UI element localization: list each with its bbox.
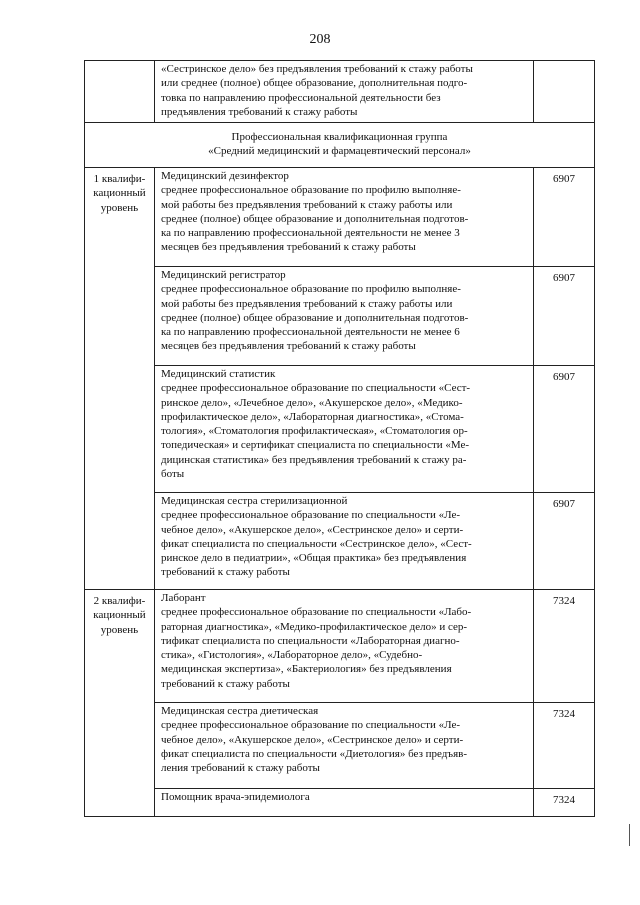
- level-label-line: 1 квалифи-: [93, 173, 146, 185]
- requirement-line: месяцев без предъявления требований к стажу работы: [161, 340, 416, 353]
- requirement-line: боты: [161, 468, 185, 481]
- position-description: [155, 590, 534, 703]
- page-number: 208: [309, 32, 331, 47]
- requirement-line: требований к стажу работы: [161, 566, 290, 579]
- requirement-line: топедическая» и сертификат специалиста по специальности «Ме-: [161, 439, 470, 452]
- salary-value: 6907: [534, 366, 595, 493]
- salary-value: 6907: [534, 168, 595, 267]
- position-title: Медицинский статистик: [161, 368, 276, 380]
- text-line: товка по направлению профессиональной деятельности без: [161, 91, 441, 104]
- group-header-line: «Средний медицинский и фармацевтический персонал»: [208, 145, 471, 158]
- level-label-line: кационный: [93, 609, 146, 622]
- requirement-line: ринское дело в педиатрии», «Общая практика» без предъявления: [161, 552, 467, 565]
- requirement-line: месяцев без предъявления требований к стажу работы: [161, 241, 416, 254]
- level-label-line: уровень: [100, 201, 139, 214]
- requirement-line: среднее профессиональное образование по профилю выполняе-: [161, 184, 461, 197]
- position-title: Медицинский дезинфектор: [161, 170, 289, 182]
- requirement-line: ления требований к стажу работы: [161, 762, 320, 775]
- requirement-line: медицинская экспертиза», «Бактериология» без предъявления: [161, 663, 452, 676]
- table-row: [85, 590, 595, 703]
- requirement-line: дицинская статистика» без предъявления требований к стажу ра-: [161, 453, 467, 466]
- table-row: [85, 493, 595, 590]
- requirement-line: среднее (полное) общее образование и дополнительная подготов-: [161, 212, 469, 225]
- level-label-line: кационный: [93, 187, 146, 200]
- continuation-text: [155, 61, 534, 123]
- salary-cell-empty: [534, 61, 595, 123]
- group-header: [85, 123, 595, 168]
- requirement-line: фикат специалиста по специальности «Сестринское дело», «Сест-: [161, 537, 472, 550]
- position-description: [155, 366, 534, 493]
- requirement-line: среднее профессиональное образование по специальности «Сест-: [161, 382, 471, 395]
- position-title: Лаборант: [161, 592, 206, 604]
- requirement-line: среднее профессиональное образование по профилю выполняе-: [161, 283, 461, 296]
- position-description: [155, 267, 534, 366]
- position-description: [155, 493, 534, 590]
- level-label-line: 2 квалифи-: [93, 595, 146, 607]
- requirement-line: мой работы без предъявления требований к стажу работы или: [161, 297, 453, 310]
- requirement-line: ка по направлению профессиональной деятельности не менее 6: [161, 326, 460, 339]
- requirement-line: чебное дело», «Акушерское дело», «Сестринское дело» и серти-: [161, 523, 464, 536]
- position-description: [155, 789, 534, 817]
- level-label-line: уровень: [100, 623, 139, 636]
- salary-value: 7324: [534, 590, 595, 703]
- requirement-line: профилактическое дело», «Лабораторная диагностика», «Стома-: [161, 410, 464, 423]
- requirement-line: стика», «Гистология», «Лабораторное дело», «Судебно-: [161, 649, 423, 662]
- position-title: Медицинская сестра стерилизационной: [161, 495, 348, 507]
- text-line: предъявления требований к стажу работы: [161, 105, 358, 118]
- scan-edge-mark: [629, 824, 630, 846]
- requirement-line: тификат специалиста по специальности «Лабораторная диагно-: [161, 634, 460, 647]
- table-row: [85, 168, 595, 267]
- salary-value: 7324: [534, 789, 595, 817]
- requirement-line: ка по направлению профессиональной деятельности не менее 3: [161, 227, 460, 240]
- level-cell-empty: [85, 61, 155, 123]
- salary-value: 6907: [534, 267, 595, 366]
- text-line: или среднее (полное) общее образование, дополнительная подго-: [161, 77, 468, 90]
- requirement-line: среднее профессиональное образование по специальности «Ле-: [161, 509, 461, 522]
- position-title: Медицинская сестра диетическая: [161, 705, 319, 717]
- table-row-group-header: [85, 123, 595, 168]
- qualification-level-2: [85, 590, 155, 817]
- table-row: [85, 267, 595, 366]
- qualification-table: [84, 60, 595, 817]
- requirement-line: среднее профессиональное образование по специальности «Лабо-: [161, 606, 472, 619]
- requirement-line: ринское дело», «Лечебное дело», «Акушерское дело», «Медико-: [161, 396, 463, 409]
- table-row: [85, 789, 595, 817]
- salary-value: 7324: [534, 703, 595, 789]
- position-description: [155, 168, 534, 267]
- text-line: «Сестринское дело» без предъявления требований к стажу работы: [161, 63, 473, 75]
- salary-value: 6907: [534, 493, 595, 590]
- position-title: Медицинский регистратор: [161, 269, 286, 281]
- table-row: [85, 703, 595, 789]
- group-header-line: Профессиональная квалификационная группа: [231, 131, 448, 143]
- requirement-line: мой работы без предъявления требований к стажу работы или: [161, 198, 453, 211]
- requirement-line: требований к стажу работы: [161, 677, 290, 690]
- position-description: [155, 703, 534, 789]
- requirement-line: среднее (полное) общее образование и дополнительная подготов-: [161, 311, 469, 324]
- requirement-line: тология», «Стоматология профилактическая», «Стоматология ор-: [161, 425, 468, 438]
- requirement-line: чебное дело», «Акушерское дело», «Сестринское дело» и серти-: [161, 733, 464, 746]
- qualification-level-1: [85, 168, 155, 590]
- requirement-line: среднее профессиональное образование по специальности «Ле-: [161, 719, 461, 732]
- table-row-continuation: [85, 61, 595, 123]
- requirement-line: фикат специалиста по специальности «Диетология» без предъяв-: [161, 747, 467, 760]
- position-title: Помощник врача-эпидемиолога: [161, 791, 310, 803]
- requirement-line: раторная диагностика», «Медико-профилактическое дело» и сер-: [161, 620, 468, 633]
- table-row: [85, 366, 595, 493]
